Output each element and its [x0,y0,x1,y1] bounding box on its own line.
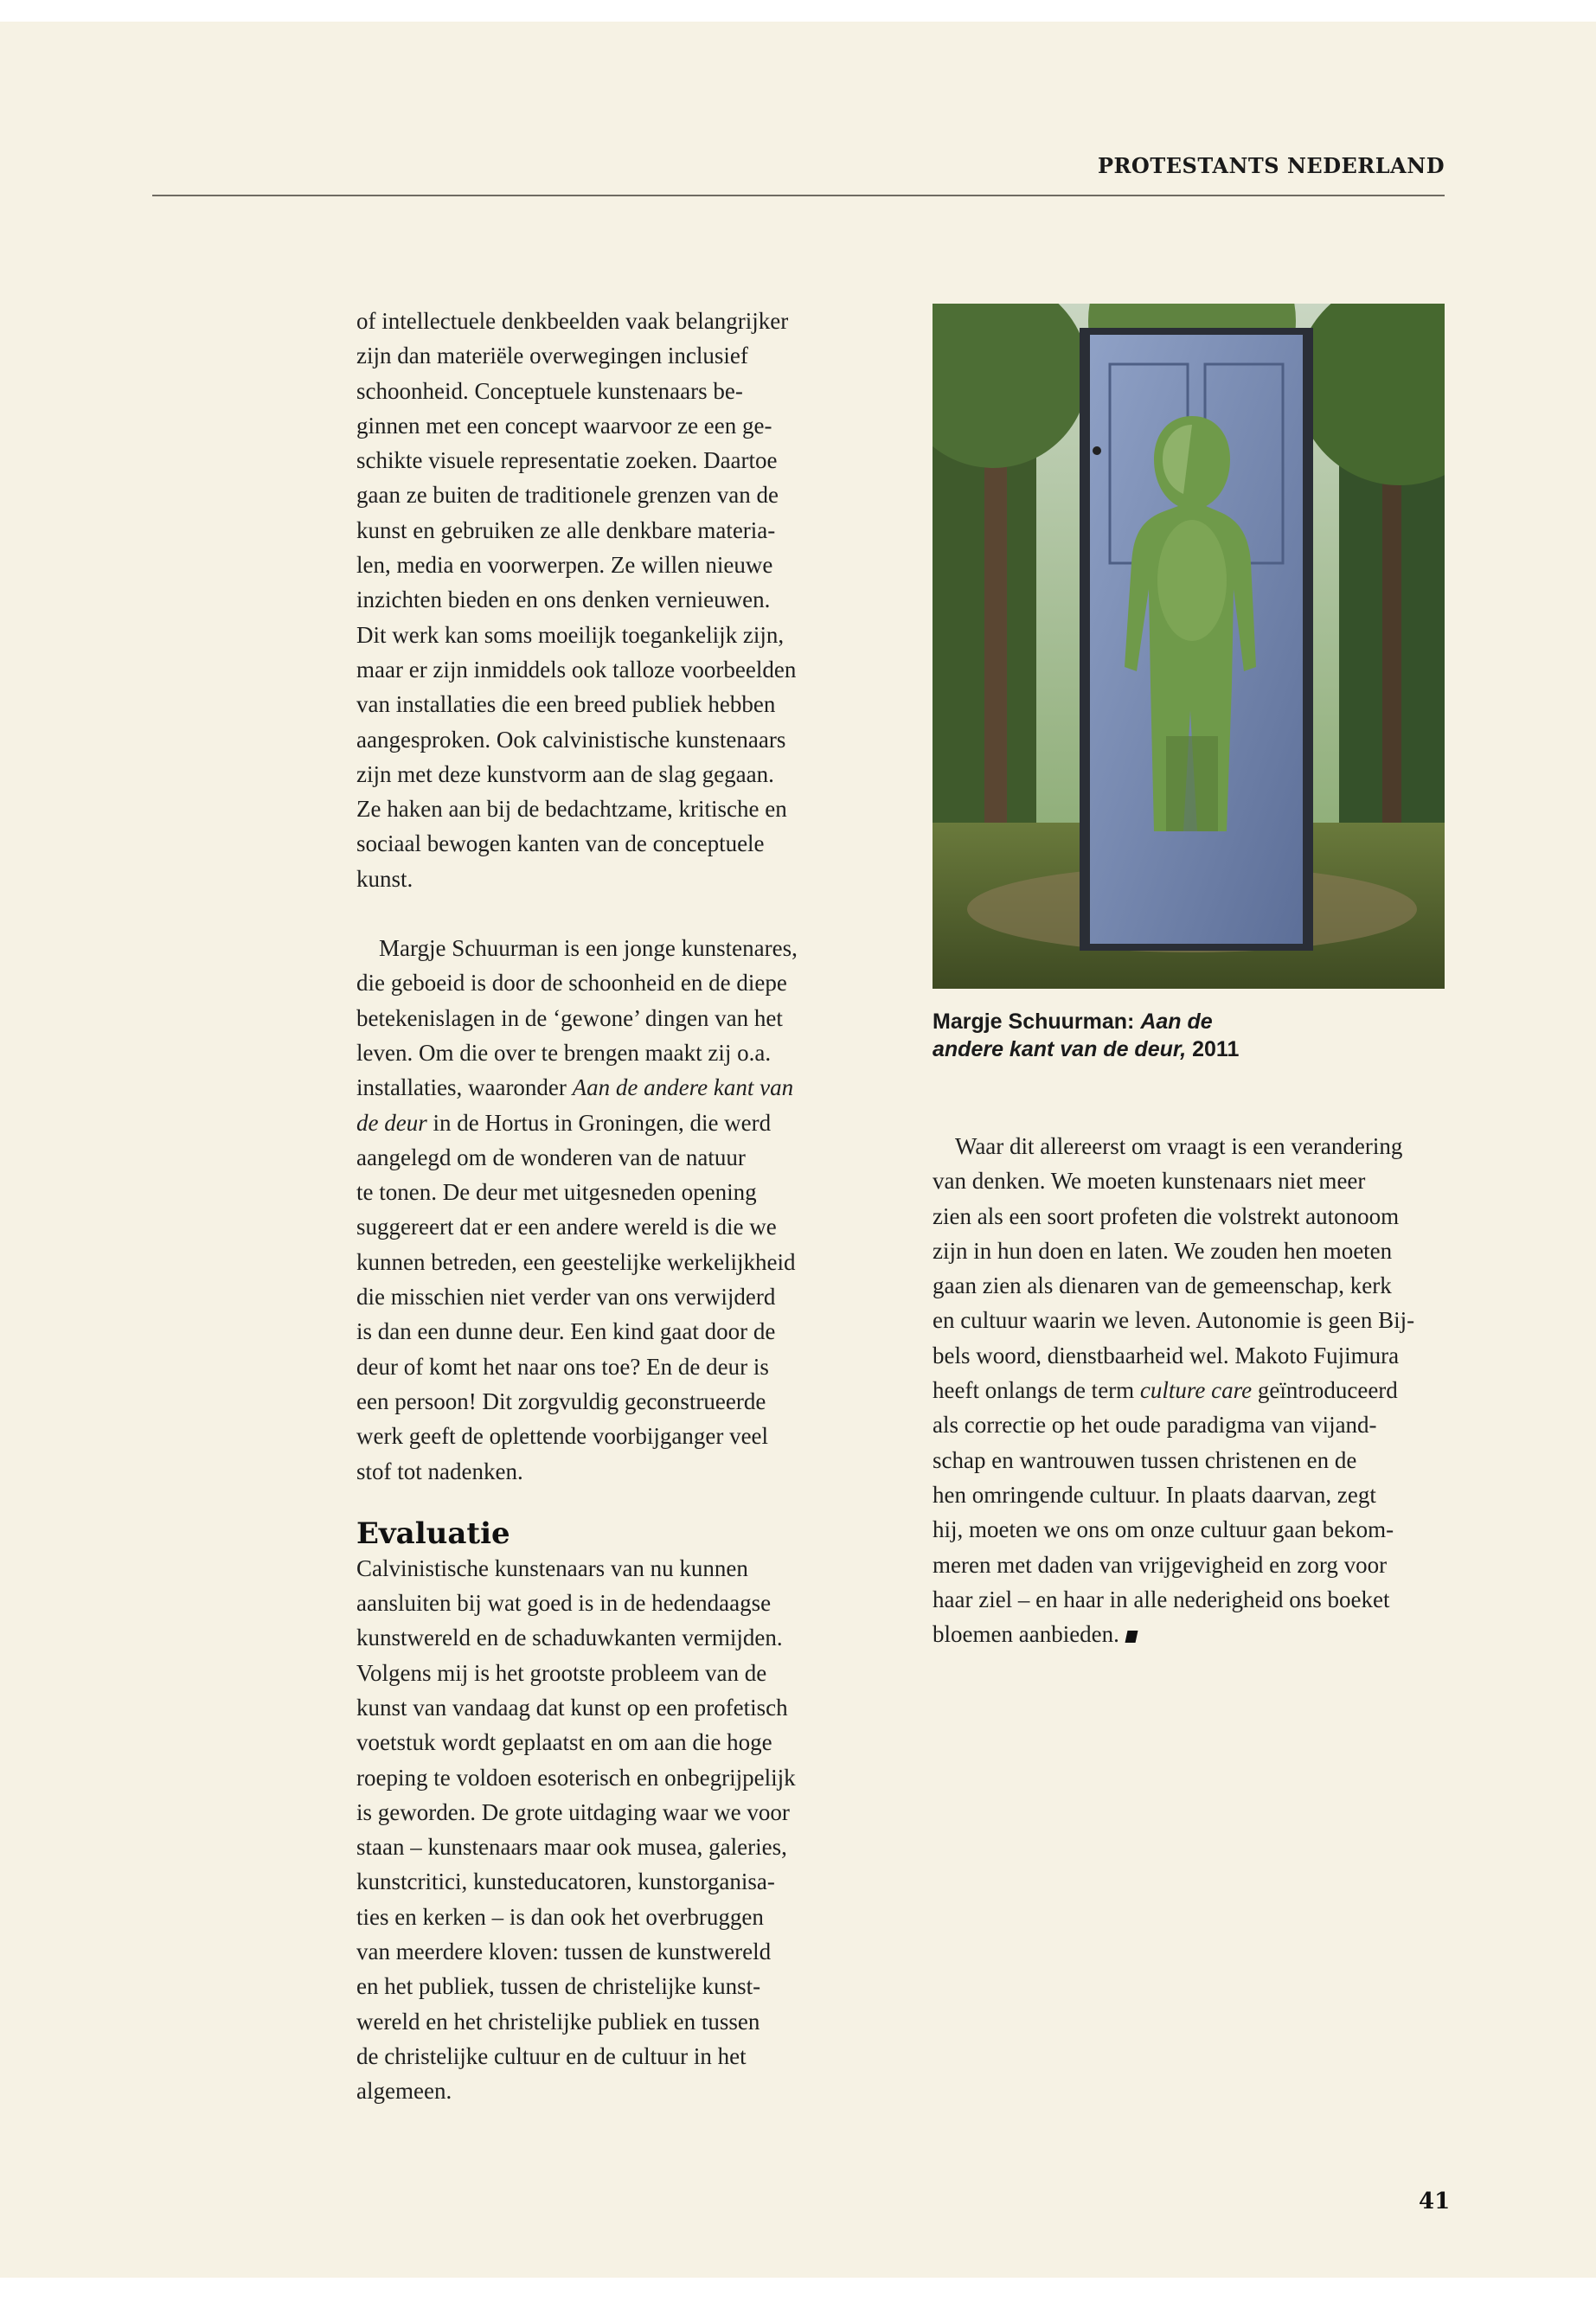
text-line: kunst en gebruiken ze alle denkbare materia- [356,516,776,543]
text-line: schap en wantrouwen tussen christenen en de [933,1446,1357,1473]
text-line: schikte visuele representatie zoeken. Daartoe [356,447,778,474]
text-line: Margje Schuurman is een jonge kunstenares, [379,935,798,962]
text-line: zijn met deze kunstvorm aan de slag gegaan. [356,760,774,787]
artwork-title: de deur [356,1109,427,1136]
text-line: als correctie op het oude paradigma van vijand- [933,1412,1377,1439]
text-line: zien als een soort profeten die volstrekt autonoom [933,1202,1400,1229]
text-line: roeping te voldoen esoterisch en onbegrijpelijk [356,1764,796,1791]
text-line: en cultuur waarin we leven. Autonomie is geen Bij- [933,1307,1415,1334]
text-line: schoonheid. Conceptuele kunstenaars be- [356,377,743,404]
text-line: deur of komt het naar ons toe? En de deur is [356,1353,769,1380]
text-line: of intellectuele denkbeelden vaak belangrijker [356,308,789,334]
text-run: geïntroduceerd [1252,1377,1398,1404]
text-line: hij, moeten we ons om onze cultuur gaan bekom- [933,1516,1394,1543]
term: culture care [1139,1377,1253,1404]
text-line: is geworden. De grote uitdaging waar we voor [356,1798,790,1825]
text-line: kunstcritici, kunsteducatoren, kunstorganisa- [356,1868,775,1895]
text-line: algemeen. [356,2078,452,2105]
caption-title: andere kant van de deur, [933,1037,1187,1061]
text-line: gaan ze buiten de traditionele grenzen van de [356,482,779,509]
text-line: van meerdere kloven: tussen de kunstwereld [356,1939,772,1965]
text-line: werk geeft de oplettende voorbijganger veel [356,1423,769,1450]
text-line: kunstwereld en de schaduwkanten vermijden. [356,1625,783,1651]
text-line [356,1106,851,1140]
text-run: heeft onlangs de term [933,1377,1140,1404]
text-line: van installaties die een breed publiek hebben [356,691,776,718]
text-line: Calvinistische kunstenaars van nu kunnen [356,1554,748,1581]
section-title: PROTESTANTS NEDERLAND [1097,153,1445,178]
text-line: zijn dan materiële overwegingen inclusief [356,343,748,369]
text-line: sociaal bewogen kanten van de conceptuele [356,830,765,857]
text-line: voetstuk wordt geplaatst en om aan die hoge [356,1729,772,1756]
caption-title: Aan de [1140,1009,1213,1034]
text-run: bloemen aanbieden. [933,1621,1119,1648]
text-line: is dan een dunne deur. Een kind gaat door de [356,1318,776,1345]
text-line: Dit werk kan soms moeilijk toegankelijk zijn, [356,621,785,648]
text-run: installaties, waaronder [356,1074,573,1101]
body-paragraph-1 [356,304,851,896]
page-number: 41 [1419,2189,1451,2214]
text-line: kunnen betreden, een geestelijke werkelijkheid [356,1248,796,1275]
running-header [152,132,1445,196]
text-line: ginnen met een concept waarvoor ze een ge- [356,412,772,439]
text-line: aangesproken. Ook calvinistische kunstenaars [356,726,786,753]
text-line: maar er zijn inmiddels ook talloze voorbeelden [356,656,797,683]
text-line: inzichten bieden en ons denken vernieuwen. [356,586,771,613]
right-column [933,304,1445,1651]
text-line: ties en kerken – is dan ook het overbruggen [356,1903,764,1930]
caption-line [933,1008,1445,1035]
section-heading: Evaluatie [356,1516,510,1551]
text-line: bels woord, dienstbaarheid wel. Makoto Fujimura [933,1342,1400,1368]
text-line: een persoon! Dit zorgvuldig geconstrueerde [356,1388,766,1414]
text-line: aansluiten bij wat goed is in de hedendaagse [356,1590,772,1617]
text-line: Ze haken aan bij de bedachtzame, kritische en [356,796,787,823]
text-line: de christelijke cultuur en de cultuur in het [356,2042,747,2069]
page [0,22,1596,2278]
body-paragraph-4 [933,1129,1445,1651]
text-line: en het publiek, tussen de christelijke kunst- [356,1973,761,2000]
text-line: kunst van vandaag dat kunst op een profetisch [356,1694,788,1721]
text-line: die geboeid is door de schoonheid en de diepe [356,970,787,997]
text-run: in de Hortus in Groningen, die werd [426,1109,772,1136]
body-paragraph-2 [356,931,851,1489]
text-line: die misschien niet verder van ons verwijderd [356,1284,776,1311]
text-line: te tonen. De deur met uitgesneden opening [356,1179,757,1206]
artwork-photo [933,304,1445,989]
text-line [356,1070,851,1105]
text-line: aangelegd om de wonderen van de natuur [356,1144,746,1170]
text-line: hen omringende cultuur. In plaats daarvan, zegt [933,1481,1376,1508]
text-line: staan – kunstenaars maar ook musea, galeries, [356,1834,787,1861]
text-line: len, media en voorwerpen. Ze willen nieuwe [356,552,773,579]
text-line: meren met daden van vrijgevigheid en zorg voor [933,1551,1388,1578]
text-line: gaan zien als dienaren van de gemeenschap, kerk [933,1272,1392,1299]
text-line: zijn in hun doen en laten. We zouden hen moeten [933,1237,1393,1264]
text-line: betekenislagen in de ‘gewone’ dingen van het [356,1004,783,1031]
caption-line [933,1035,1445,1063]
text-line [933,1373,1445,1407]
artwork-title: Aan de andere kant van [572,1074,794,1101]
text-line: van denken. We moeten kunstenaars niet meer [933,1168,1366,1195]
figure-caption [933,1008,1445,1063]
text-line: leven. Om die over te brengen maakt zij o.a. [356,1039,772,1066]
body-paragraph-3 [356,1551,851,2109]
caption-artist: Margje Schuurman: [933,1009,1141,1034]
text-line: suggereert dat er een andere wereld is die we [356,1214,777,1240]
left-column [356,304,851,2109]
text-line: Volgens mij is het grootste probleem van de [356,1659,767,1686]
text-line: kunst. [356,865,413,892]
text-line: stof tot nadenken. [356,1458,523,1484]
text-line: haar ziel – en haar in alle nederigheid ons boeket [933,1586,1390,1612]
text-line: wereld en het christelijke publiek en tussen [356,2008,760,2035]
text-line [933,1617,1445,1651]
end-of-article-icon [1125,1631,1138,1643]
caption-year: 2011 [1186,1037,1240,1061]
text-line: Waar dit allereerst om vraagt is een verandering [955,1133,1403,1159]
door-sculpture-illustration [933,304,1445,989]
